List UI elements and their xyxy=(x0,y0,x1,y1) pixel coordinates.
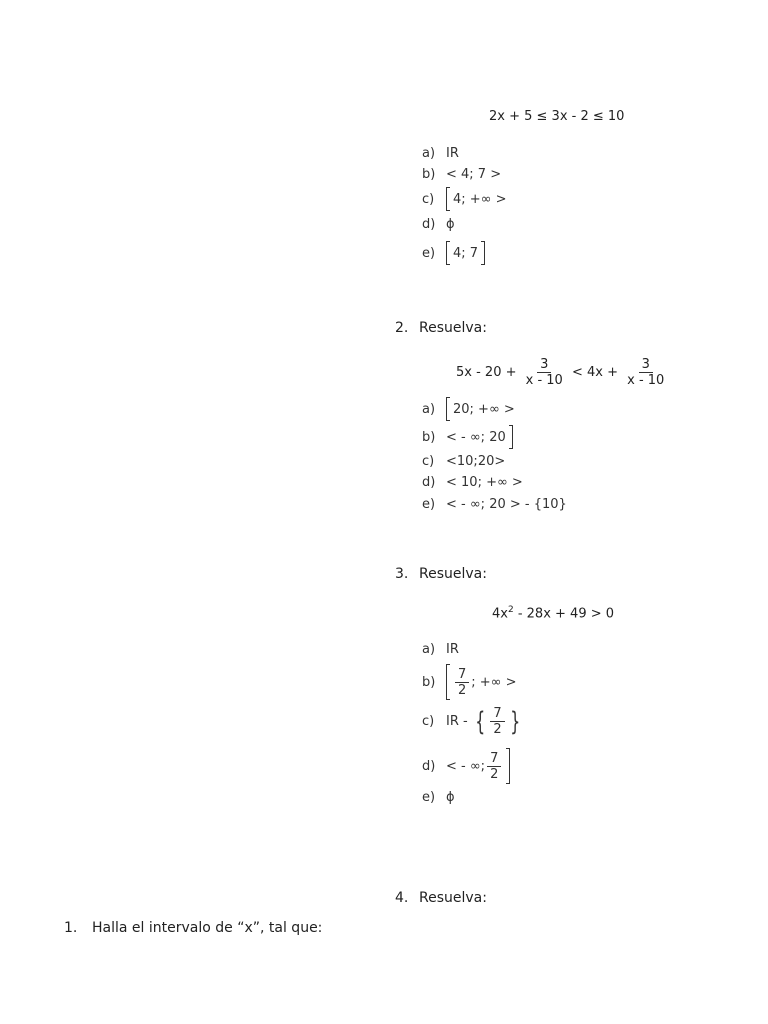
q3-equation xyxy=(492,605,614,621)
q2-equation xyxy=(456,357,669,388)
option-letter: b) xyxy=(422,429,436,445)
option-text: ϕ xyxy=(446,217,455,232)
q2-option-b xyxy=(422,425,513,449)
fraction-denominator: x - 10 xyxy=(525,373,563,388)
q1-option-c xyxy=(422,187,507,211)
option-prefix: IR - xyxy=(446,714,468,729)
fraction-numerator: 7 xyxy=(455,667,469,683)
fraction xyxy=(487,751,501,782)
q2-option-c xyxy=(422,454,505,469)
q2-option-d xyxy=(422,475,523,490)
option-text: ; +∞ > xyxy=(471,674,517,690)
option-text: < - ∞; 20 > - {10} xyxy=(446,497,567,512)
fraction-denominator: x - 10 xyxy=(627,373,665,388)
q1-option-a xyxy=(422,146,459,161)
option-text: 20; +∞ > xyxy=(453,401,515,417)
fraction xyxy=(624,357,667,388)
option-text: 4; 7 xyxy=(453,245,479,261)
question-number: 3. xyxy=(395,566,409,582)
question-text: Resuelva: xyxy=(419,320,487,336)
fraction-numerator: 7 xyxy=(490,706,504,722)
q3-option-b xyxy=(422,664,517,700)
left-bracket xyxy=(446,397,450,421)
left-bracket xyxy=(446,664,450,700)
option-letter: d) xyxy=(422,217,436,232)
q1-equation: 2x + 5 ≤ 3x - 2 ≤ 10 xyxy=(489,109,625,124)
option-letter: a) xyxy=(422,401,436,417)
option-text: IR xyxy=(446,146,459,161)
equation-rest: - 28x + 49 > 0 xyxy=(513,606,615,622)
right-brace: } xyxy=(509,706,520,737)
equation-mid: < 4x + xyxy=(571,365,618,380)
left-bracket xyxy=(446,241,450,265)
option-letter: b) xyxy=(422,167,436,182)
fraction-denominator: 2 xyxy=(458,682,467,698)
right-bracket xyxy=(481,241,485,265)
question-text: Halla el intervalo de “x”, tal que: xyxy=(92,920,323,936)
q3-option-a xyxy=(422,642,459,657)
option-text: < - ∞; 20 xyxy=(446,429,506,445)
option-letter: d) xyxy=(422,758,436,774)
q1-option-b xyxy=(422,167,501,182)
q3-option-d xyxy=(422,748,510,784)
option-letter: e) xyxy=(422,497,436,512)
option-letter: e) xyxy=(422,790,436,805)
option-text: ϕ xyxy=(446,790,455,805)
right-bracket xyxy=(506,748,510,784)
fraction xyxy=(455,667,469,698)
q1-heading xyxy=(64,920,322,936)
fraction xyxy=(490,706,504,737)
left-bracket xyxy=(446,187,450,211)
question-text: Resuelva: xyxy=(419,890,487,906)
question-number: 4. xyxy=(395,890,409,906)
q2-option-a xyxy=(422,397,515,421)
equation-term: 4x xyxy=(492,606,508,622)
option-letter: c) xyxy=(422,714,435,729)
fraction-numerator: 3 xyxy=(537,357,551,373)
fraction xyxy=(523,357,566,388)
option-letter: b) xyxy=(422,674,436,690)
q3-heading xyxy=(395,566,487,582)
question-number: 1. xyxy=(64,920,78,936)
q4-heading xyxy=(395,890,487,906)
equation-lhs: 5x - 20 + xyxy=(456,365,517,380)
q2-option-e xyxy=(422,497,567,512)
option-letter: e) xyxy=(422,245,436,261)
q3-option-c xyxy=(422,706,523,737)
option-letter: c) xyxy=(422,191,435,207)
fraction-numerator: 7 xyxy=(487,751,501,767)
option-text: <10;20> xyxy=(446,454,506,469)
left-brace: { xyxy=(475,706,486,737)
option-prefix: < - ∞; xyxy=(446,758,486,774)
option-letter: d) xyxy=(422,475,436,490)
option-text: < 10; +∞ > xyxy=(446,475,523,490)
option-text: 4; +∞ > xyxy=(453,191,507,207)
option-text: IR xyxy=(446,642,459,657)
q1-option-d xyxy=(422,217,455,232)
right-bracket xyxy=(509,425,513,449)
fraction-denominator: 2 xyxy=(490,766,499,782)
fraction-denominator: 2 xyxy=(493,722,502,737)
q3-option-e xyxy=(422,790,455,805)
option-letter: a) xyxy=(422,642,436,657)
exponent: 2 xyxy=(507,605,514,615)
fraction-numerator: 3 xyxy=(639,357,653,373)
option-text: < 4; 7 > xyxy=(446,167,502,182)
question-text: Resuelva: xyxy=(419,566,487,582)
q1-option-e xyxy=(422,241,485,265)
question-number: 2. xyxy=(395,320,409,336)
option-letter: c) xyxy=(422,454,435,469)
q2-heading xyxy=(395,320,487,336)
option-letter: a) xyxy=(422,146,436,161)
